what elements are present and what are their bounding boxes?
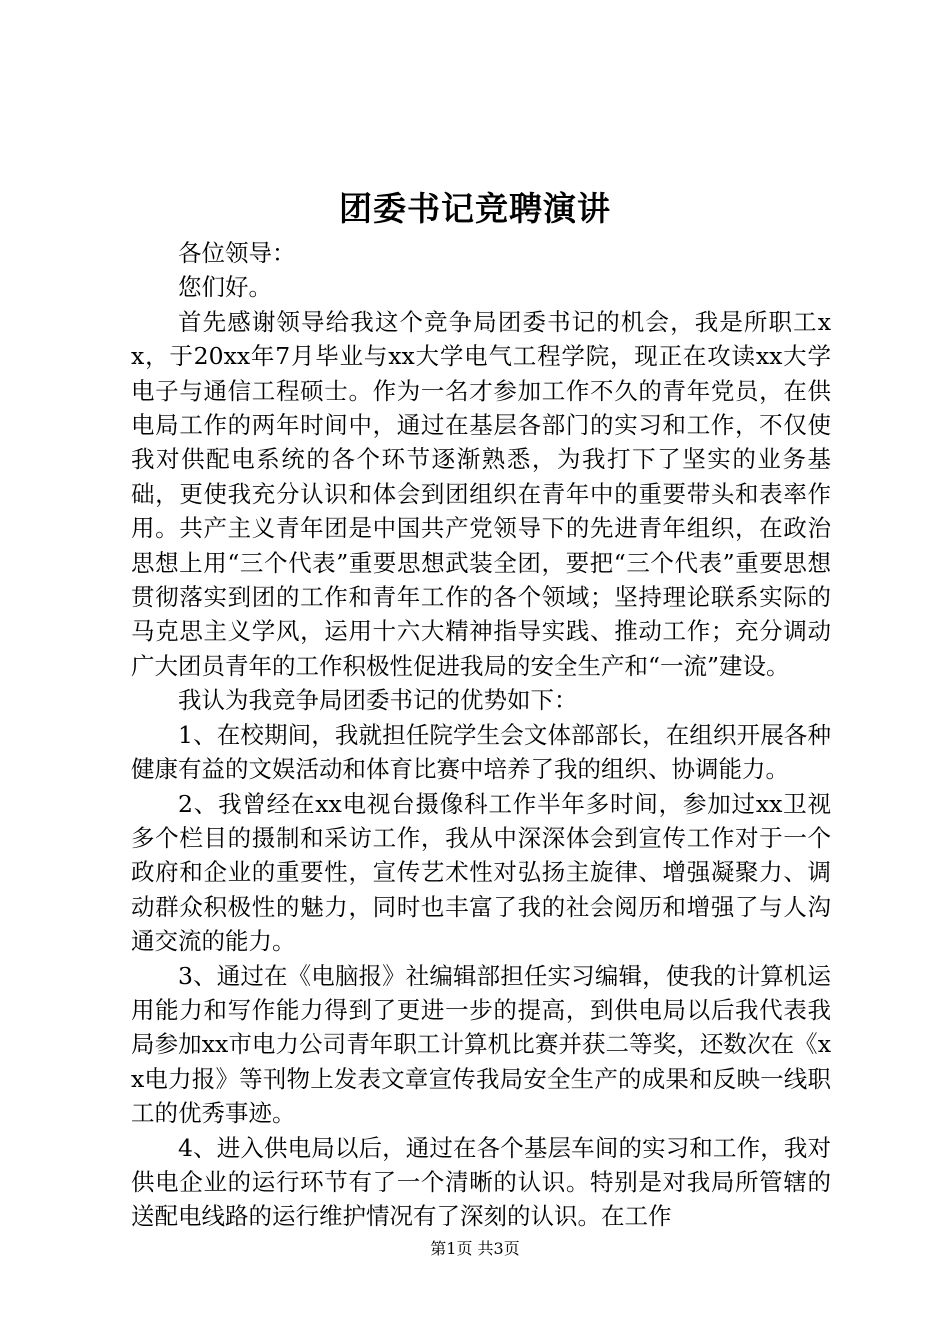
paragraph-advantage-4: 4、进入供电局以后，通过在各个基层车间的实习和工作，我对供电企业的运行环节有了一个清晰的认识。特别是对我局所管辖的送配电线路的运行维护情况有了深刻的认识。在工作: [131, 1133, 831, 1231]
greeting: 您们好。: [178, 273, 272, 302]
paragraph-advantage-3: 3、通过在《电脑报》社编辑部担任实习编辑，使我的计算机运用能力和写作能力得到了更进一步的提高，到供电局以后我代表我局参加xx市电力公司青年职工计算机比赛并获二等奖，还数次在《xx电力报》等刊物上发表文章宣传我局安全生产的成果和反映一线职工的优秀事迹。: [131, 961, 831, 1128]
paragraph-advantages-heading: 我认为我竞争局团委书记的优势如下：: [178, 686, 578, 715]
paragraph-advantage-1: 1、在校期间，我就担任院学生会文体部部长，在组织开展各种健康有益的文娱活动和体育比赛中培养了我的组织、协调能力。: [131, 720, 831, 784]
paragraph-advantage-2: 2、我曾经在xx电视台摄像科工作半年多时间，参加过xx卫视多个栏目的摄制和采访工作，我从中深深体会到宣传工作对于一个政府和企业的重要性，宣传艺术性对弘扬主旋律、增强凝聚力、调动群众积极性的魅力，同时也丰富了我的社会阅历和增强了与人沟通交流的能力。: [131, 789, 831, 956]
document-title: 团委书记竞聘演讲: [339, 189, 611, 228]
document-body: [131, 236, 831, 1234]
salutation: 各位领导：: [178, 239, 296, 267]
page-footer: 第1页 共3页: [430, 1239, 520, 1258]
paragraph-introduction: 首先感谢领导给我这个竞争局团委书记的机会，我是所职工xx，于20xx年7月毕业与xx大学电气工程学院，现正在攻读xx大学电子与通信工程硕士。作为一名才参加工作不久的青年党员，在供电局工作的两年时间中，通过在基层各部门的实习和工作，不仅使我对供配电系统的各个环节逐渐熟悉，为我打下了坚实的业务基础，更使我充分认识和体会到团组织在青年中的重要带头和表率作用。共产主义青年团是中国共产党领导下的先进青年组织，在政治思想上用“三个代表”重要思想武装全团，要把“三个代表”重要思想贯彻落实到团的工作和青年工作的各个领域；坚持理论联系实际的马克思主义学风，运用十六大精神指导实践、推动工作；充分调动广大团员青年的工作积极性促进我局的安全生产和“一流”建设。: [131, 307, 831, 680]
